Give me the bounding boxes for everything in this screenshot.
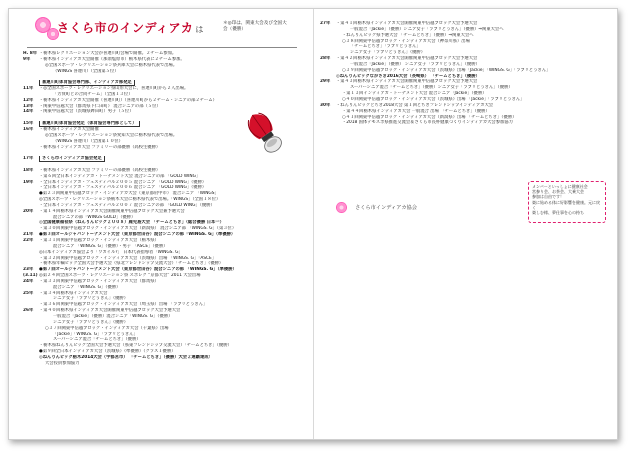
footer-logo bbox=[336, 197, 417, 216]
history-text: 一般混合「Jackie」（優勝）混合シニア「WINGS. G」（優勝） bbox=[53, 313, 173, 319]
history-text: ・第１４回栃木県インディアカ大会開催関東甲信越ブロック大会兼予選大会 bbox=[39, 208, 185, 214]
history-text: 大会役員参加協力 bbox=[45, 360, 80, 366]
year-label: 17年 bbox=[23, 156, 34, 162]
year-label: 14年 bbox=[23, 109, 34, 115]
history-text: ◎ねんりんピックながさき2016大会（長崎県） 「チームとちぎ」（優勝） bbox=[336, 73, 480, 79]
history-text: 「Jackie」「WINGS. G」「ラブリどうきん」 bbox=[53, 331, 138, 337]
history-text: 「芳賀町との合同チーム」（全国１３位） bbox=[53, 91, 133, 97]
history-text: ・栃木県インディアカ大会 ファミリーの部優勝（高校生優勝） bbox=[39, 144, 161, 150]
year-label: 12年 bbox=[23, 97, 34, 103]
history-text: ・第３４回栃木県インディアカ大会 bbox=[39, 290, 108, 296]
history-text: ・第３２回関東甲信越ブロック・インディアカ大会（茨城県）出場 「WINGS. G」「ASCE」 bbox=[39, 255, 217, 261]
legend-note: ＊◎印は、関東大会及び全国大会（優勝） bbox=[223, 21, 287, 32]
history-text: ・全日本インディアカ・フェスティバル２００６ 混合シニア 「GOLD WING」（優勝） bbox=[39, 185, 207, 191]
history-text: 一般混合「Jackie」（優勝）シニア女子「ラブリどうきん」（優勝）⇒関東大会へ bbox=[350, 26, 504, 32]
year-label: 20年 bbox=[23, 208, 34, 214]
history-text: ・第４３回栃木県インディアカ大会開催関東甲信越ブロック大会予選大会 bbox=[336, 79, 478, 85]
history-text: ◎ねんりんピック栃木2014大会（宇都宮市） 「チームとちぎ」（優勝）大会２連覇達成！ bbox=[39, 354, 213, 360]
history-text: ・2018 国体デモスポ県推進交流会＆さくら市長杯健康づくりインディアカ大会参加協力 bbox=[342, 120, 513, 126]
year-label: 25年 bbox=[23, 290, 34, 296]
history-text: ・栃木県インディアカ大会 ファミリーの部優勝（高校生優勝） bbox=[39, 167, 161, 173]
history-text: 一般混合「Jackie」（優勝） シニア女子「ラブリどうきん」（優勝） bbox=[350, 61, 480, 67]
history-text: ・ねんりんピック県予選大会 「チームとちぎ」（優勝）⇒関東大会へ bbox=[342, 32, 474, 38]
history-text: ・栃木県インディアカ大会開催（那須塩原市）栃木県代表に２チーム参加。 bbox=[39, 56, 185, 62]
section-header-box: さくら市インディアカ協会発足 bbox=[39, 156, 105, 162]
left-page bbox=[9, 9, 313, 439]
history-text: 混合シニア 「WINGS. G」（優勝）・男子 「ASCE」（優勝） bbox=[53, 243, 168, 249]
history-text: ・全日本インディアカ・フェスティバル２００５ 混合シニア 「GOLD WING」（優勝） bbox=[39, 179, 207, 185]
year-label: 18年 bbox=[23, 167, 34, 173]
year-label: 26年 bbox=[23, 308, 34, 314]
title-rule bbox=[27, 47, 297, 48]
sakura-flower-icon bbox=[336, 202, 347, 213]
memo-line: 楽に始める体に好影響を健康。元に戻く bbox=[532, 199, 600, 210]
history-text: ・第１３回インディアカ・トーナメント大会 混合シニア「Jackie」（優勝） bbox=[342, 91, 487, 97]
history-text: ・第６回全日本インディアカ・トーナメント大会 混合シニアの部 「GOLD WING」 bbox=[39, 173, 201, 179]
history-text: スーパーシニア混合「チームとちぎ」（優勝）シニア女子「ラブリどうきん」（優勝） bbox=[350, 85, 513, 91]
history-text: ・ねんりんピックとちぎ2018大会 第１回とちぎフレンドシップインディアカ大会 bbox=[336, 102, 494, 108]
history-text: ・第４４回栃木県インディアカ大会 一般混合 出場 「チームとちぎ」（優勝） bbox=[342, 108, 490, 114]
history-text: ◎日本インディアカ協会より「ワカイル?」 日本代表指導者「WINGS. G」 bbox=[39, 249, 183, 255]
year-label: 13年 bbox=[23, 103, 34, 109]
history-text: ・栃木県インディアカ大会開催（喜連川町）（喜連川町から２チーム・シニアの部２チーム） bbox=[39, 97, 217, 103]
history-text: （WINGS 喜連川）（全国第５位） bbox=[53, 68, 119, 74]
year-label: 23年 bbox=[23, 267, 34, 273]
year-label: 27年 bbox=[320, 21, 331, 26]
year-label: 28年 bbox=[320, 56, 331, 62]
history-text: シニア女子「ラブリどうきん」（優勝） bbox=[53, 319, 129, 325]
history-text: ●第２３回関東甲信越ブロック・インディアカ大会（東京都府中市） 混合シニア 「WINGS」 bbox=[39, 191, 219, 197]
section-header-box: 喜連川町体育協会発足（体育協会専門部として） bbox=[39, 121, 140, 127]
year-label: 21年 bbox=[23, 232, 34, 238]
history-line bbox=[23, 361, 305, 367]
year-label: 30年 bbox=[320, 102, 331, 108]
history-text: ●第３回オールジャパントーナメント大会（東京都世田谷）混合シニアの部「WINGS. G」（準優勝） bbox=[39, 232, 236, 238]
history-text: ●第９回全日本インディアカ大会（茨城県）（準優勝）（クラス１優勝） bbox=[39, 349, 176, 355]
history-text: ・栃木県ねんりんピック全国大会予選大会（県東フレンドシップ交流大会）「チームとちぎ」（優勝） bbox=[39, 343, 232, 349]
history-text: ・第４０回栃木県インディアカ大会開催関東甲信越ブロック大会予選大会 bbox=[39, 308, 181, 314]
document-title bbox=[57, 19, 204, 36]
history-text: ◎全国スポーツ・レクリエーション祭栃木大会に栃木県代表で出場。「WINGS」（全国１８位） bbox=[39, 197, 221, 203]
history-text: （WINGS 喜連川）（全国第１０位） bbox=[53, 138, 123, 144]
right-page bbox=[314, 9, 617, 439]
history-text: ・栃木県年輪ピック全国大会予選大会（県北フレンドシップ交流大会）「チームとちぎ」（優勝） bbox=[39, 261, 224, 267]
history-list-right bbox=[320, 21, 610, 126]
history-text: ・栃木県インディアカ大会開催 bbox=[39, 126, 99, 132]
year-label: 29年 bbox=[320, 79, 331, 85]
memo-box bbox=[528, 181, 606, 223]
history-text: ・第３０回関東甲信越ブロック・インディアカ大会（新潟県） 混合シニア部 「WINGS. G」（第３位） bbox=[39, 226, 237, 232]
history-text: ・第３６回関東甲信越ブロック・インディアカ大会（埼玉県）出場 「ラブリどうきん」 bbox=[39, 302, 208, 308]
history-list-left bbox=[23, 51, 305, 367]
history-text: ○３７回関東甲信越ブロック・インディアカ大会（千葉県）出場 bbox=[45, 325, 169, 331]
year-label: 24年 bbox=[23, 278, 34, 284]
history-text: ・第４１回栃木県インディアカ大会開催関東甲信越ブロック大会予選大会 bbox=[336, 21, 478, 26]
year-label: 22年 bbox=[23, 238, 34, 243]
history-text: ◎全国スポーツ・レクリエーション祭兵庫大会に栃木県代表で出場。 bbox=[45, 62, 178, 68]
history-line bbox=[320, 120, 610, 126]
history-text: ◎全国健康福祉祭（ねんりんピック２００８）鹿児島大会 「チームとちぎ」（総合優勝 日本一） bbox=[39, 220, 224, 226]
history-text: ・◎全国スポーツ・レクリエーション祭山形大会に、喜連川町から２人出場。 bbox=[39, 86, 189, 92]
history-text: ・第４２回栃木県インディアカ大会開催関東甲信越ブロック大会予選大会 bbox=[336, 56, 478, 62]
history-text: ・関東甲信越大会（群馬県下仁田町） 混合シニアの部（５位） bbox=[39, 103, 161, 109]
year-label: (3.11) bbox=[23, 273, 38, 279]
history-text: シニア女子「ラブリどうきん」（優勝） bbox=[53, 296, 129, 302]
history-text: ○４０回関東甲信越ブロック・インディアカ大会（茨城県）出場 「Jackie」「ラブリどうきん」 bbox=[342, 96, 525, 102]
history-text: ・関東甲信越大会（茨城県鉾田町）男子（５位） bbox=[39, 109, 134, 115]
history-text: ・第３３回関東甲信越ブロック・インディアカ大会（群馬県） bbox=[39, 278, 159, 284]
history-text: ○４１回関東甲信越ブロック・インディアカ大会（新潟県）出場 「チームとちぎ」（優勝） bbox=[342, 114, 517, 120]
history-text: 混合シニア 「WINGS. G」（優勝） bbox=[53, 284, 121, 290]
history-text: シニア女子「ラブリどうきん」（優勝） bbox=[350, 50, 426, 56]
history-text: ・栃木県レクリエーション大会が喜連川町会場で開催。２チーム参加。 bbox=[39, 51, 177, 56]
history-text: ○３９回関東甲信越ブロック・インディアカ大会（茨城県）出場「Jackie」「WINGS. G」「ラブリどうきん」 bbox=[342, 67, 551, 73]
year-label: 11年 bbox=[23, 86, 34, 92]
history-text: 「チームとちぎ」「ラブリどうきん」 bbox=[350, 44, 421, 50]
year-label: 16年 bbox=[23, 126, 34, 132]
document-spread bbox=[8, 8, 618, 440]
history-text: ・全日本インディアカ・フェスティバル２００７ 混合シニアの部 「GOLD WING」（優勝） bbox=[39, 202, 215, 208]
memo-line: 楽しむ様、夢仕事を心の持ち bbox=[532, 210, 584, 216]
year-label: H. 8年 bbox=[23, 51, 38, 56]
history-text: ◎全国スポーツ・レクリエーション祭愛知大会に栃木県代表で出場。 bbox=[45, 132, 178, 138]
history-text: ●第７回オールジャパントーナメント大会（東京都世田谷）混合シニアの部 「WINGS. G」（準優勝） bbox=[39, 267, 237, 273]
title-suffix: は bbox=[195, 25, 204, 34]
history-text: ・第３１回関東甲信越ブロック・インディアカ大会（栃木県） bbox=[39, 238, 159, 243]
history-text: 混合シニアの部「WINGS GOLD」（優勝） bbox=[53, 214, 136, 220]
title-text: さくら市のインディアカ bbox=[57, 21, 194, 35]
history-text: ○３８回関東甲信越ブロック・インディアカ大会（神奈川県）出場 bbox=[342, 38, 470, 44]
year-label: 15年 bbox=[23, 121, 34, 127]
memo-line: 宮参り会、お茶会、大乗大会 bbox=[532, 189, 584, 195]
history-text: スーパーシニア混合「チームとちぎ」（優勝） bbox=[53, 337, 141, 343]
memo-line: 参加は自由です！ bbox=[532, 194, 564, 200]
section-header-box: 喜連川町体育協会専門部、インディアカ部発足 bbox=[39, 80, 135, 86]
memo-line: メンバーといっしょに健康社会 bbox=[532, 184, 588, 189]
year-label: 9年 bbox=[23, 56, 31, 62]
year-label: 19年 bbox=[23, 179, 34, 185]
footer-logo-text: さくら市インディアカ協会 bbox=[355, 205, 417, 211]
history-text: ◎第２４回全国スポーツ・レクリエーション祭 スポレク “京都大会” 2011 大会出場 bbox=[39, 273, 201, 279]
